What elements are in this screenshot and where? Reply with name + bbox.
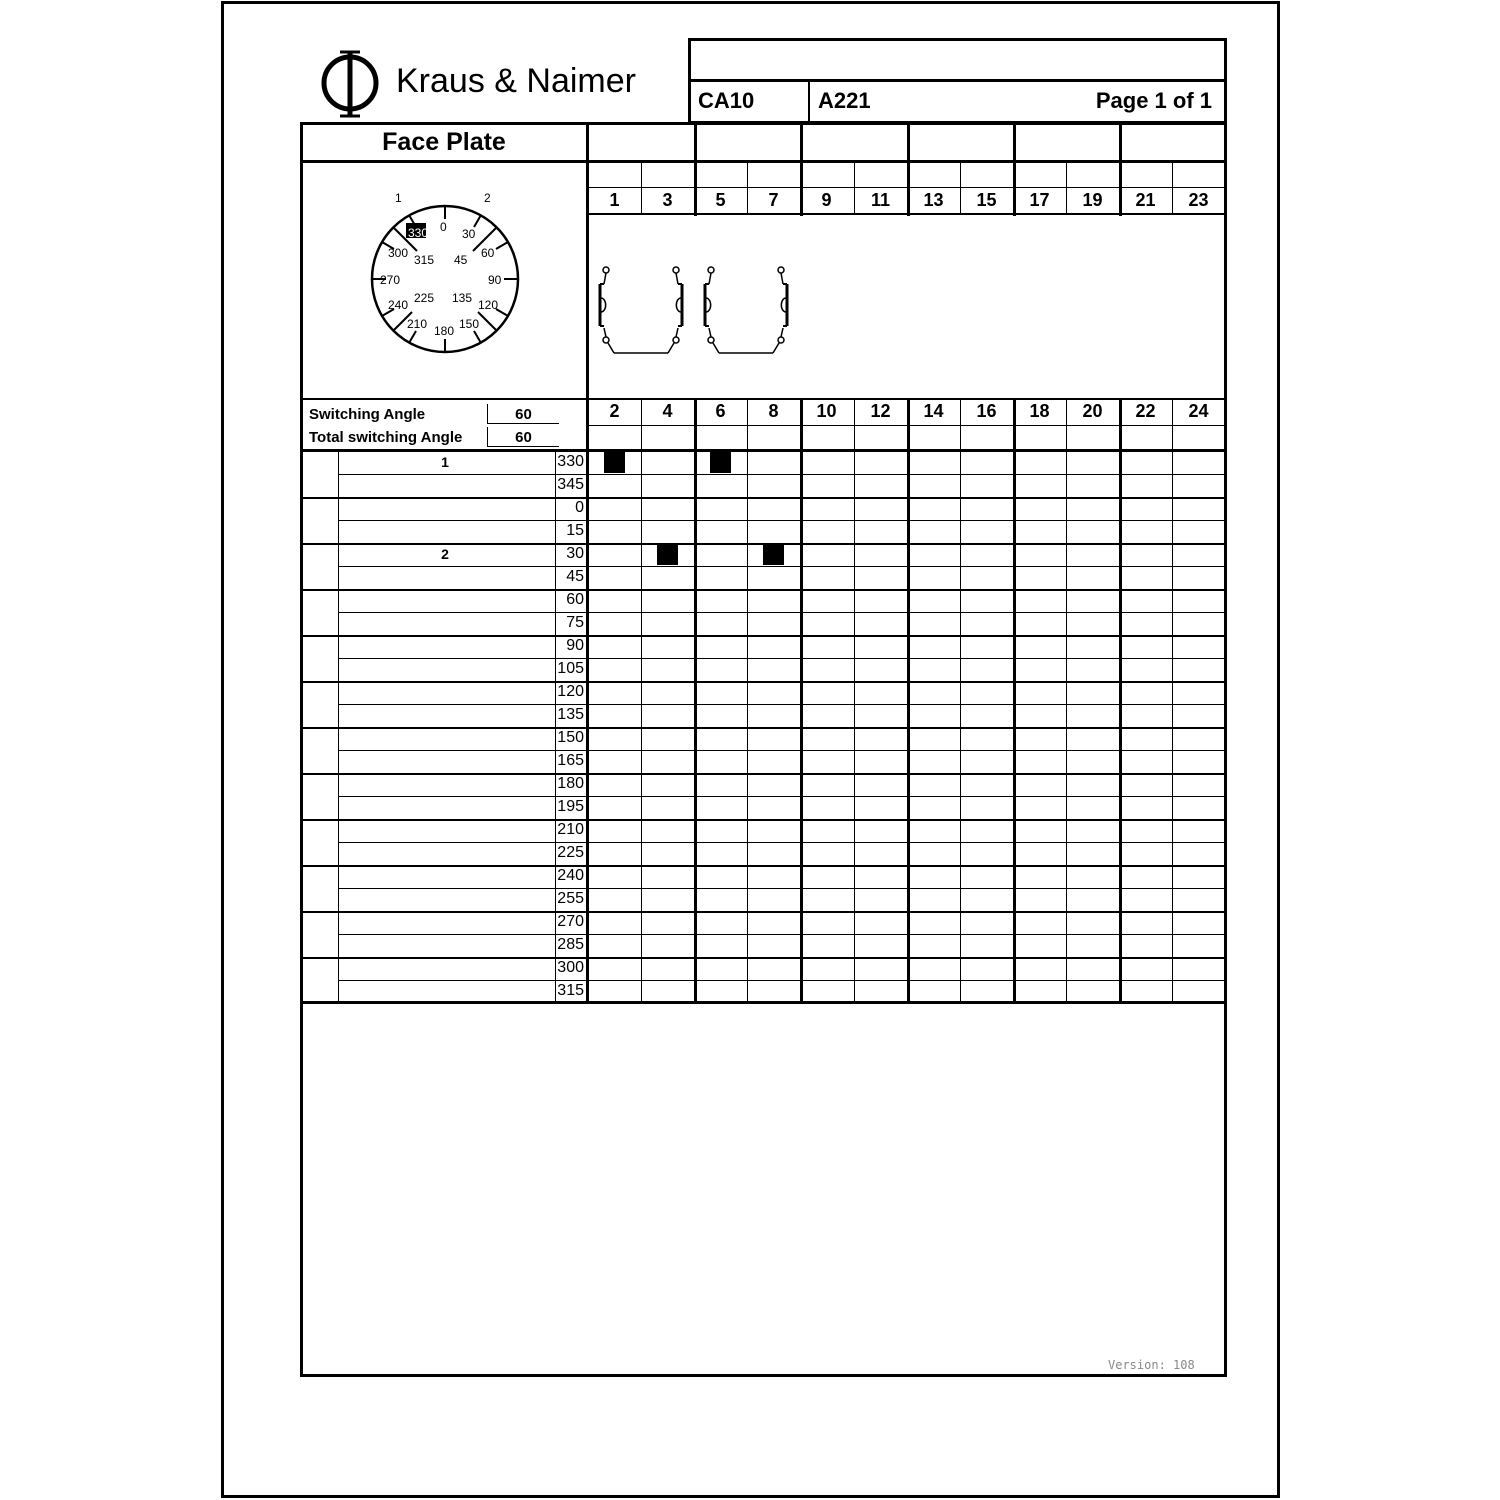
brand-name: Kraus & Naimer xyxy=(396,62,636,100)
switching-angle-value: 60 xyxy=(487,404,559,424)
dial-label-180: 180 xyxy=(434,324,455,338)
dial-label-30: 30 xyxy=(462,227,476,241)
terminal-top-13: 13 xyxy=(923,190,944,210)
angle-105: 105 xyxy=(557,660,584,677)
terminal-bottom-10: 10 xyxy=(816,401,837,421)
angle-0: 0 xyxy=(575,499,584,516)
terminal-top-7: 7 xyxy=(768,190,779,210)
dial-label-240: 240 xyxy=(388,298,409,312)
angle-210: 210 xyxy=(557,821,584,838)
dial-label-90: 90 xyxy=(488,273,502,287)
angle-270: 270 xyxy=(557,913,584,930)
contact-diagram xyxy=(590,262,800,362)
terminal-top-23: 23 xyxy=(1188,190,1209,210)
angle-255: 255 xyxy=(557,890,584,907)
terminal-bottom-12: 12 xyxy=(870,401,891,421)
contact-closed-mark xyxy=(763,544,784,565)
angle-120: 120 xyxy=(557,683,584,700)
terminal-bottom-24: 24 xyxy=(1188,401,1209,421)
terminal-bottom-14: 14 xyxy=(923,401,944,421)
contact-closed-mark xyxy=(604,452,625,473)
angle-75: 75 xyxy=(566,614,584,631)
article-code: A221 xyxy=(818,88,871,113)
terminal-bottom-16: 16 xyxy=(976,401,997,421)
dial-label-135: 135 xyxy=(452,291,473,305)
angle-240: 240 xyxy=(557,867,584,884)
angle-195: 195 xyxy=(557,798,584,815)
terminal-bottom-18: 18 xyxy=(1029,401,1050,421)
contact-closed-mark xyxy=(710,452,731,473)
dial-label-225: 225 xyxy=(414,291,435,305)
total-switching-angle-label: Total switching Angle xyxy=(309,429,463,446)
position-2: 2 xyxy=(441,546,449,562)
dial-label-300: 300 xyxy=(388,246,409,260)
terminal-top-1: 1 xyxy=(609,190,620,210)
dial-position-1: 1 xyxy=(395,191,402,205)
terminal-top-9: 9 xyxy=(821,190,832,210)
terminal-top-3: 3 xyxy=(662,190,673,210)
angle-180: 180 xyxy=(557,775,584,792)
angle-315: 315 xyxy=(557,982,584,999)
total-switching-angle-value: 60 xyxy=(487,427,559,447)
switching-angle-label: Switching Angle xyxy=(309,406,426,423)
terminal-top-15: 15 xyxy=(976,190,997,210)
angle-300: 300 xyxy=(557,959,584,976)
terminal-top-5: 5 xyxy=(715,190,726,210)
dial-label-120: 120 xyxy=(478,298,499,312)
terminal-top-17: 17 xyxy=(1029,190,1050,210)
angle-15: 15 xyxy=(566,522,584,539)
angle-165: 165 xyxy=(557,752,584,769)
dial-label-210: 210 xyxy=(407,317,428,331)
terminal-top-19: 19 xyxy=(1082,190,1103,210)
dial-label-330: 330 xyxy=(408,226,429,240)
terminal-bottom-22: 22 xyxy=(1135,401,1156,421)
angle-90: 90 xyxy=(566,637,584,654)
dial-label-60: 60 xyxy=(481,246,495,260)
dial-label-315: 315 xyxy=(414,253,435,267)
angle-60: 60 xyxy=(566,591,584,608)
angle-45: 45 xyxy=(566,568,584,585)
dial-label-45: 45 xyxy=(454,253,468,267)
dial-label-270: 270 xyxy=(380,273,401,287)
terminal-bottom-4: 4 xyxy=(662,401,673,421)
face-plate-dial xyxy=(362,186,532,356)
angle-135: 135 xyxy=(557,706,584,723)
angle-345: 345 xyxy=(557,476,584,493)
angle-30: 30 xyxy=(566,545,584,562)
terminal-bottom-2: 2 xyxy=(609,401,620,421)
angle-330: 330 xyxy=(557,453,584,470)
position-1: 1 xyxy=(441,454,449,470)
angle-225: 225 xyxy=(557,844,584,861)
dial-position-2: 2 xyxy=(484,191,491,205)
dial-label-0: 0 xyxy=(440,220,447,234)
angle-285: 285 xyxy=(557,936,584,953)
series-code: CA10 xyxy=(698,88,755,113)
dial-label-150: 150 xyxy=(459,317,480,331)
terminal-top-21: 21 xyxy=(1135,190,1156,210)
face-plate-title: Face Plate xyxy=(382,128,506,156)
angle-150: 150 xyxy=(557,729,584,746)
version-label: Version: 108 xyxy=(1108,1358,1195,1372)
terminal-bottom-6: 6 xyxy=(715,401,726,421)
page-indicator: Page 1 of 1 xyxy=(1095,88,1212,113)
terminal-bottom-20: 20 xyxy=(1082,401,1103,421)
terminal-top-11: 11 xyxy=(870,190,891,210)
terminal-bottom-8: 8 xyxy=(768,401,779,421)
contact-closed-mark xyxy=(657,544,678,565)
